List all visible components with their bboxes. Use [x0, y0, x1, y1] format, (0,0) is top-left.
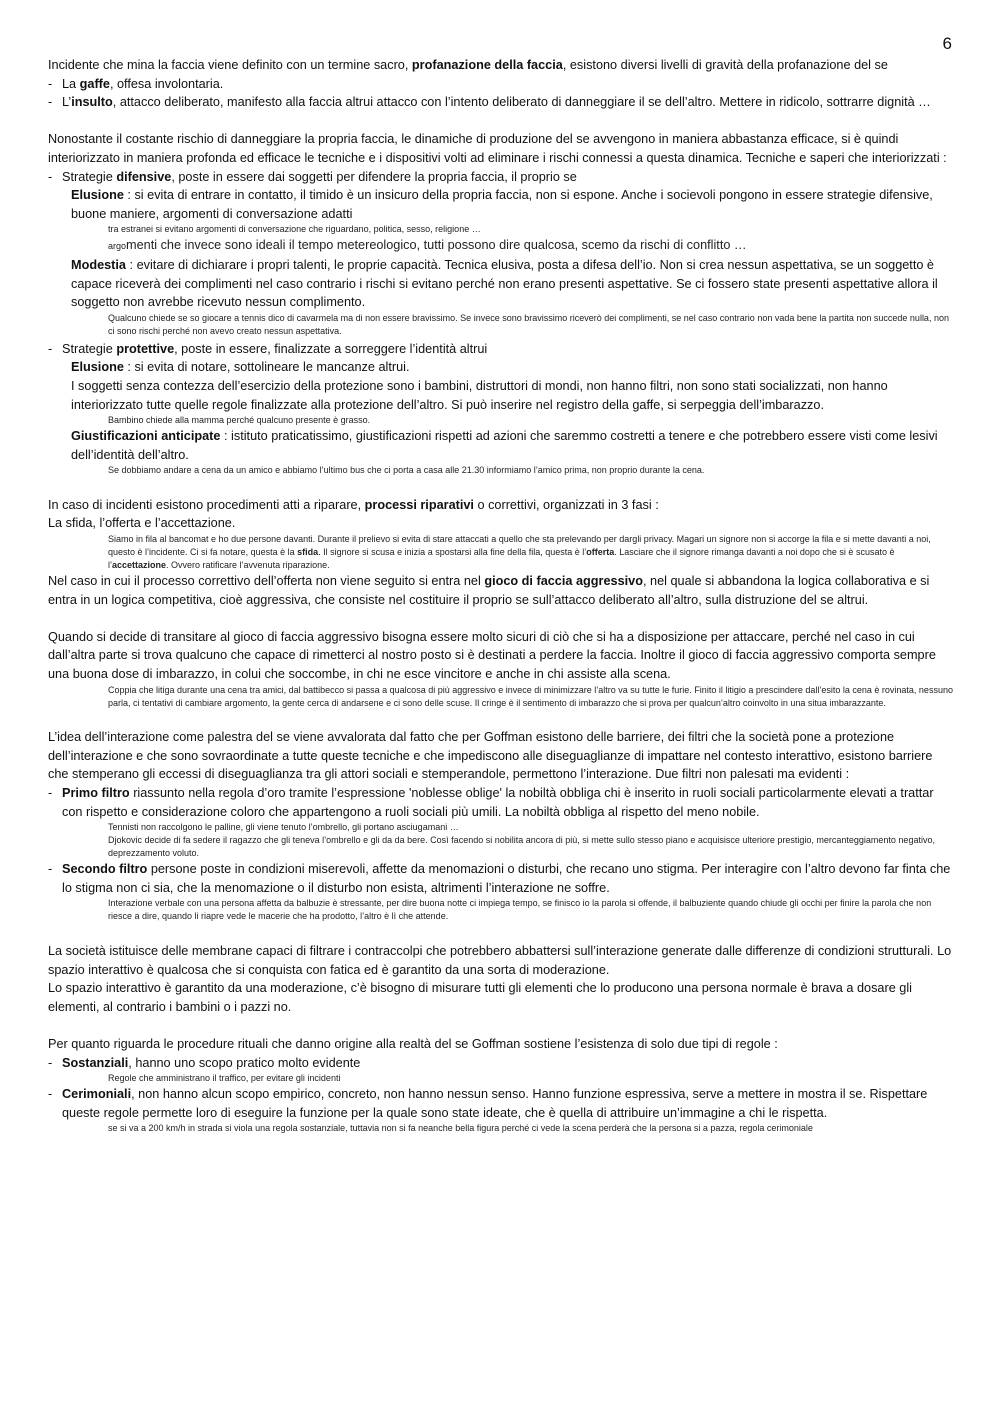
- paragraph: Quando si decide di transitare al gioco di faccia aggressivo bisogna essere molto sicuri di ciò che si ha a disposizione per attaccare, perché nel caso in cui dall’altra parte si trova qualcuno che capace di rimetterci al nostro posto si è destinati a perdere la faccia. Inoltre il gioco di faccia aggressivo comporta sempre una buona dose di imbarazzo, in colui che soccombe, in chi ne esce vincitore e anche in chi assiste alla scena.: [48, 629, 936, 682]
- bullet-item: - Sostanziali, hanno uno scopo pratico molto evidente: [48, 1055, 361, 1070]
- example-note: argomenti che invece sono ideali il tempo metereologico, tutti possono dire qualcosa, scemo da rischi di conflitto …: [108, 238, 747, 253]
- example-note: se si va a 200 km/h in strada si viola una regola sostanziale, tuttavia non si fa neanche bella figura perché ci vede la scena perderà che la persona si a pazza, regola cerimoniale: [108, 1123, 813, 1134]
- example-note: Siamo in fila al bancomat e ho due persone davanti. Durante il prelievo si evita di stare attaccati a quello che sta prelevando per dargli privacy. Magari un signore non si accorge la fila e si mette davanti a noi, questo è l’incidente. Ci si fa notare, questa è la sfida. Il signore si scusa e inizia a spostarsi alla fine della fila, questa è l’offerta. Lasciare che il signore rimanga davanti a noi dopo che si è scusato è l’accettazione. Ovvero ratificare l’avvenuta riparazione.: [108, 534, 931, 571]
- example-note: Regole che amministrano il traffico, per evitare gli incidenti: [108, 1073, 341, 1084]
- bullet-item: - Secondo filtro persone poste in condizioni miserevoli, affette da menomazioni o disturbi, che recano uno stigma. Per interagire con l’altro devono far finta che lo stigma non ci sia, che la menomazione o il disturbo non esista, altrimenti l’interazione ne soffre.: [48, 862, 951, 895]
- paragraph: Lo spazio interattivo è garantito da una moderazione, c’è bisogno di misurare tutti gli elementi che lo producono una persona normale è brava a dosare gli elementi, al contrario i bambini o i pazzi no.: [48, 981, 912, 1014]
- example-note: Interazione verbale con una persona affetta da balbuzie è stressante, per dire buona notte ci impiega tempo, se finisco io la parola si offende, il balbuziente quando chiude gli occhi per finire la parola che non riesce a dire, quando li riapre vede le macerie che ha prodotto, l’altro è lì che attende.: [108, 898, 932, 922]
- paragraph: Incidente che mina la faccia viene definito con un termine sacro, profanazione della faccia, esistono diversi livelli di gravità della profanazione del se: [48, 58, 888, 72]
- paragraph: In caso di incidenti esistono procedimenti atti a riparare, processi riparativi o correttivi, organizzati in 3 fasi :: [48, 497, 659, 512]
- paragraph: Nonostante il costante rischio di danneggiare la propria faccia, le dinamiche di produzione del se avvengono in maniera abbastanza efficace, si è quindi interiorizzato in maniera profonda ed efficace le tecniche e i dispositivi volti ad eliminare i rischi connessi a questa dinamica. Tecniche e saperi che interiorizzati :: [48, 132, 947, 165]
- paragraph: L’idea dell’interazione come palestra del se viene avvalorata dal fatto che per Goffman esistono delle barriere, dei filtri che la società pone a protezione dell’interazione e che sono sovraordinate a tutte queste tecniche e che impediscono alle diseguaglianze di impattare nel contesto interattivo, esistono barriere che stemperano gli eccessi di diseguaglianza tra gli attori sociali e stemperandole, permettono l’interazione. Due filtri non palesati ma evidenti :: [48, 730, 933, 782]
- bullet-item: - Strategie difensive, poste in essere dai soggetti per difendere la propria faccia, il proprio se: [48, 169, 577, 184]
- paragraph: La sfida, l’offerta e l’accettazione.: [48, 516, 236, 531]
- sub-item: Modestia : evitare di dichiarare i propri talenti, le proprie capacità. Tecnica elusiva, posta a difesa dell’io. Non si crea nessun aspettativa, se un soggetto è capace riceverà dei complimenti nel caso contrario i rischi si evitano perché non erano presenti aspettative. Se ci fossero state presenti aspettative allora il soggetto non avrebbe ricevuto nessun complimento.: [71, 257, 938, 310]
- paragraph: Per quanto riguarda le procedure rituali che danno origine alla realtà del se Goffman sostiene l’esistenza di solo due tipi di regole :: [48, 1036, 778, 1051]
- example-note: Se dobbiamo andare a cena da un amico e abbiamo l’ultimo bus che ci porta a casa alle 21.30 informiamo l’amico prima, non proprio durante la cena.: [108, 465, 705, 476]
- bullet-item: - Primo filtro riassunto nella regola d’oro tramite l’espressione 'noblesse oblige' la nobiltà obbliga chi è inserito in ruoli sociali particolarmente elevati a trattar con rispetto e considerazione coloro che appartengono a ruoli sociali più umili. La nobiltà obbliga al rispetto del meno nobile.: [48, 786, 934, 819]
- example-note: Tennisti non raccolgono le palline, gli viene tenuto l’ombrello, gli portano asciugamani …: [108, 822, 459, 833]
- bullet-item: - Strategie protettive, poste in essere, finalizzate a sorreggere l’identità altrui: [48, 341, 488, 356]
- bullet-item: - L’insulto, attacco deliberato, manifesto alla faccia altrui attacco con l’intento deliberato di danneggiare il se dell’altro. Mettere in ridicolo, sottrarre dignità …: [48, 95, 931, 110]
- bullet-item: - La gaffe, offesa involontaria.: [48, 76, 224, 91]
- example-note: Coppia che litiga durante una cena tra amici, dal battibecco si passa a qualcosa di più aggressivo e invece di minimizzare l’altro va su tutte le furie. Finito il litigio a prescindere dall’esito la cena è rovinata, nessuno parla, ci tentativi di cambiare argomento, la gente cerca di andarsene e ci sono delle scuse. Il cringe è il sentimento di imbarazzo che si prova per qualcun’altro coinvolto in una situa imbarazzante.: [108, 684, 953, 708]
- sub-item: Giustificazioni anticipate : istituto praticatissimo, giustificazioni rispetti ad azioni che saremmo costretti a tenere e che potrebbero essere visti come lesivi dell’identità dell’altro.: [71, 429, 938, 462]
- paragraph: Nel caso in cui il processo correttivo dell’offerta non viene seguito si entra nel gioco di faccia aggressivo, nel quale si abbandona la logica collaborativa e si entra in un logica competitiva, cioè aggressiva, che consiste nel costituire il proprio se sull’attacco deliberato all’altro, sulla distruzione del se altrui.: [48, 574, 930, 607]
- example-note: Djokovic decide di fa sedere il ragazzo che gli teneva l’ombrello e gli da da bere. Così facendo si nobilita ancora di più, si mette sullo stesso piano e acquisisce ulteriore prestigio, mercanteggiamento negativo, deprezzamento voluto.: [108, 835, 935, 859]
- bullet-item: - Cerimoniali, non hanno alcun scopo empirico, concreto, non hanno nessun senso. Hanno funzione espressiva, serve a mettere in mostra il se. Rispettare queste regole permette loro di eseguire la funzione per la quale sono state ideate, che è quella di attribuire un’immagine a chi le rispetta.: [48, 1087, 928, 1120]
- paragraph: La società istituisce delle membrane capaci di filtrare i contraccolpi che potrebbero abbattersi sull’interazione generate dalle differenze di condizioni strutturali. Lo spazio interattivo è qualcosa che si conquista con fatica ed è garantito da una sorta di moderazione.: [48, 943, 952, 977]
- page-number: 6: [942, 34, 952, 53]
- sub-item: Elusione : si evita di entrare in contatto, il timido è un insicuro della propria faccia, non si espone. Anche i socievoli pongono in essere strategie difensive, buone maniere, argomenti di conversazione adatti: [71, 188, 933, 221]
- example-note: Bambino chiede alla mamma perché qualcuno presente è grasso.: [108, 415, 371, 426]
- sub-item: I soggetti senza contezza dell’esercizio della protezione sono i bambini, distruttori di mondi, non hanno filtri, non sono stati socializzati, non hanno interiorizzato tutte quelle regole finalizzate alla protezione dell’altro. Si può inserire nel registro della gaffe, si serpeggia dell’imbarazzo.: [71, 378, 888, 412]
- sub-item: Elusione : si evita di notare, sottolineare le mancanze altrui.: [71, 360, 410, 375]
- example-note: Qualcuno chiede se so giocare a tennis dico di cavarmela ma di non essere bravissimo. Se invece sono bravissimo riceverò dei complimenti, se nel caso contrario non vada bene la partita non succede nulla, non ci sono rischi perché non avevo creato nessun aspettativa.: [108, 312, 949, 336]
- page-body: [48, 56, 954, 1135]
- example-note: tra estranei si evitano argomenti di conversazione che riguardano, politica, sesso, religione …: [108, 224, 481, 235]
